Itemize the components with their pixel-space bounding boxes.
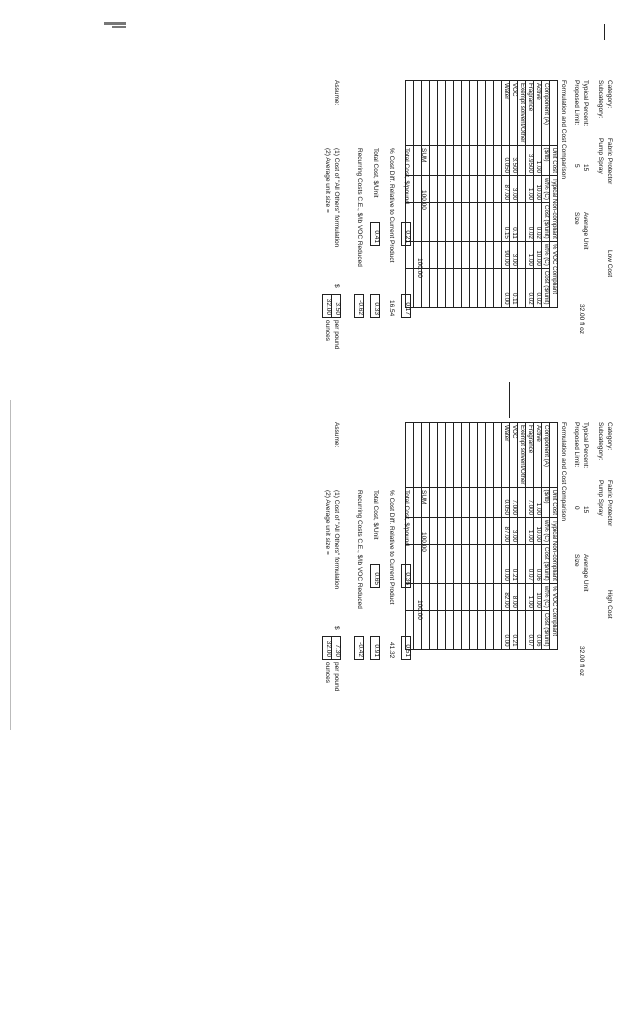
table-row bbox=[462, 423, 470, 650]
typical-percent-label: Typical Percent: bbox=[582, 80, 589, 127]
formulation-title: Formulation and Cost Comparison bbox=[560, 422, 567, 521]
subcategory-label: Subcategory: bbox=[597, 80, 604, 119]
table-row bbox=[438, 81, 446, 308]
table-row: Active 1.00 10.00 0.02 10.00 0.02 bbox=[534, 81, 542, 308]
total-unit-typical: 0.41 bbox=[370, 222, 380, 246]
total-cost-compliant: 0.51 bbox=[401, 636, 411, 660]
scan-speckle bbox=[104, 22, 126, 25]
total-unit-typical: 0.65 bbox=[370, 564, 380, 588]
block-high-cost bbox=[204, 414, 614, 1034]
pct-diff-value: 41.32 bbox=[388, 642, 395, 659]
table-subheader-wt: wt% (C) bbox=[542, 583, 550, 610]
proposed-limit-label: Proposed Limit: bbox=[573, 422, 580, 468]
sum-label: SUM bbox=[420, 148, 427, 163]
table-row bbox=[454, 423, 462, 650]
category-label: Category: bbox=[606, 422, 613, 451]
table-row bbox=[446, 423, 454, 650]
recurring-cost-label: Recurring Costs C.E., $/lb VOC Reduced bbox=[356, 490, 363, 609]
subcategory-value: Pump Spray bbox=[597, 138, 604, 174]
recurring-cost-value: -0.62 bbox=[354, 294, 364, 318]
assume-1: (1) Cost of "All Others" formulation bbox=[333, 490, 340, 590]
table-row bbox=[478, 81, 486, 308]
assume-size-unit: ounces bbox=[324, 662, 331, 683]
table-header-component bbox=[550, 81, 558, 146]
assume-size-unit: ounces bbox=[324, 320, 331, 341]
table-row: Fragrance 7.000 1.00 0.07 1.00 0.07 bbox=[526, 423, 534, 650]
table-header-unit-cost: Unit Cost bbox=[550, 487, 558, 517]
total-unit-compliant: 0.91 bbox=[370, 636, 380, 660]
cost-label: Low Cost bbox=[606, 250, 613, 278]
recurring-cost-value: -0.42 bbox=[354, 636, 364, 660]
assume-size: 32.00 bbox=[322, 294, 332, 318]
assume-dollar: $ bbox=[333, 284, 340, 288]
assume-size: 32.00 bbox=[322, 636, 332, 660]
sum-label: SUM bbox=[420, 490, 427, 505]
avg-unit-label: Average Unit bbox=[582, 554, 589, 592]
proposed-limit-label: Proposed Limit: bbox=[573, 80, 580, 126]
pct-diff-label: % Cost Diff. Relative to Current Product bbox=[388, 490, 395, 605]
table-header-compliant: % VOC Compliant bbox=[550, 241, 558, 307]
category-value: Fabric Protector bbox=[606, 480, 613, 527]
formulation-table bbox=[405, 80, 558, 308]
table-row bbox=[430, 81, 438, 308]
assume-price-unit: per pound bbox=[333, 320, 340, 350]
table-row: Exempt solvent/Other bbox=[518, 423, 526, 650]
assume-2: (2) Average unit size = bbox=[324, 490, 331, 555]
table-header-typical: Typical Non-compliant bbox=[550, 175, 558, 241]
table-subheader-wt: wt% (C) bbox=[542, 241, 550, 268]
table-subheader-wt: wt% (C) bbox=[542, 517, 550, 544]
sum-compliant: 100.00 bbox=[416, 258, 423, 278]
typical-percent-value: 15 bbox=[582, 506, 589, 514]
table-row bbox=[454, 81, 462, 308]
total-unit-label: Total Cost, $/Unit bbox=[372, 490, 379, 540]
table-subheader-component: Component (A) bbox=[542, 423, 550, 488]
table-header-compliant: % VOC Compliant bbox=[550, 583, 558, 649]
pct-diff-label: % Cost Diff. Relative to Current Product bbox=[388, 148, 395, 263]
table-row bbox=[430, 423, 438, 650]
table-subheader-component: Component (A) bbox=[542, 81, 550, 146]
pct-diff-value: 16.54 bbox=[388, 300, 395, 317]
subcategory-label: Subcategory: bbox=[597, 422, 604, 461]
total-cost-typical: 0.21 bbox=[401, 222, 411, 246]
scan-line bbox=[10, 400, 11, 730]
table-subheader-cost: Cost ($/unit) bbox=[542, 203, 550, 242]
table-row bbox=[470, 423, 478, 650]
table-header-typical: Typical Non-compliant bbox=[550, 517, 558, 583]
assume-label: Assume: bbox=[333, 422, 340, 448]
typical-percent-value: 15 bbox=[582, 164, 589, 172]
assume-price-unit: per pound bbox=[333, 662, 340, 692]
table-row: VOC 3.500 3.00 0.11 3.00 0.11 bbox=[510, 81, 518, 308]
table-row: Exempt solvent/Other bbox=[518, 81, 526, 308]
table-row bbox=[470, 81, 478, 308]
category-label: Category: bbox=[606, 80, 613, 109]
table-row bbox=[478, 423, 486, 650]
size-value: 32.00 fl oz bbox=[578, 646, 585, 676]
total-unit-compliant: 0.33 bbox=[370, 294, 380, 318]
table-row: Water 0.050 87.00 0.15 90.00 0.00 bbox=[502, 81, 510, 308]
assume-price: 7.30 bbox=[331, 636, 341, 660]
table-header-unit-cost: Unit Cost bbox=[550, 145, 558, 175]
assume-label: Assume: bbox=[333, 80, 340, 106]
proposed-limit-value: 5 bbox=[573, 164, 580, 168]
table-row bbox=[494, 423, 502, 650]
table-row bbox=[446, 81, 454, 308]
table-subheader-lb: ($/lb) bbox=[542, 487, 550, 517]
total-cost-label: Total Cost, $/pound bbox=[403, 148, 410, 205]
sum-typical: 100.00 bbox=[420, 190, 427, 210]
table-subheader-cost: Cost ($/unit) bbox=[542, 268, 550, 307]
table-row: VOC 7.000 3.00 0.21 8.00 0.21 bbox=[510, 423, 518, 650]
table-row bbox=[486, 423, 494, 650]
size-value: 32.00 fl oz bbox=[578, 304, 585, 334]
table-row bbox=[494, 81, 502, 308]
total-cost-typical: 0.36 bbox=[401, 564, 411, 588]
size-label: Size bbox=[573, 212, 580, 225]
total-cost-compliant: 0.17 bbox=[401, 294, 411, 318]
total-cost-label: Total Cost, $/pound bbox=[403, 490, 410, 547]
assume-dollar: $ bbox=[333, 626, 340, 630]
block-divider bbox=[509, 382, 510, 418]
recurring-cost-label: Recurring Costs C.E., $/lb VOC Reduced bbox=[356, 148, 363, 267]
table-subheader-cost: Cost ($/unit) bbox=[542, 610, 550, 649]
page-edge-mark bbox=[604, 24, 605, 40]
sum-typical: 100.00 bbox=[420, 532, 427, 552]
total-unit-label: Total Cost, $/Unit bbox=[372, 148, 379, 198]
category-value: Fabric Protector bbox=[606, 138, 613, 185]
table-header-component bbox=[550, 423, 558, 488]
table-row: Water 0.050 87.00 0.00 82.00 0.00 bbox=[502, 423, 510, 650]
assume-price: 3.50 bbox=[331, 294, 341, 318]
table-row bbox=[462, 81, 470, 308]
size-label: Size bbox=[573, 554, 580, 567]
table-subheader-wt: wt% (C) bbox=[542, 175, 550, 202]
table-row bbox=[438, 423, 446, 650]
cost-label: High Cost bbox=[606, 590, 613, 619]
assume-1: (1) Cost of "All Others" formulation bbox=[333, 148, 340, 248]
table-subheader-cost: Cost ($/unit) bbox=[542, 545, 550, 584]
proposed-limit-value: 0 bbox=[573, 506, 580, 510]
formulation-table bbox=[405, 422, 558, 650]
formulation-title: Formulation and Cost Comparison bbox=[560, 80, 567, 179]
scan-speckle bbox=[112, 26, 126, 28]
table-row bbox=[486, 81, 494, 308]
assume-2: (2) Average unit size = bbox=[324, 148, 331, 213]
sum-compliant: 100.00 bbox=[416, 600, 423, 620]
avg-unit-label: Average Unit bbox=[582, 212, 589, 250]
subcategory-value: Pump Spray bbox=[597, 480, 604, 516]
table-subheader-lb: ($/lb) bbox=[542, 145, 550, 175]
typical-percent-label: Typical Percent: bbox=[582, 422, 589, 469]
table-row: Active 1.00 10.00 0.06 10.00 0.06 bbox=[534, 423, 542, 650]
table-row: Fragrance 3.9500 1.00 0.02 1.00 0.02 bbox=[526, 81, 534, 308]
